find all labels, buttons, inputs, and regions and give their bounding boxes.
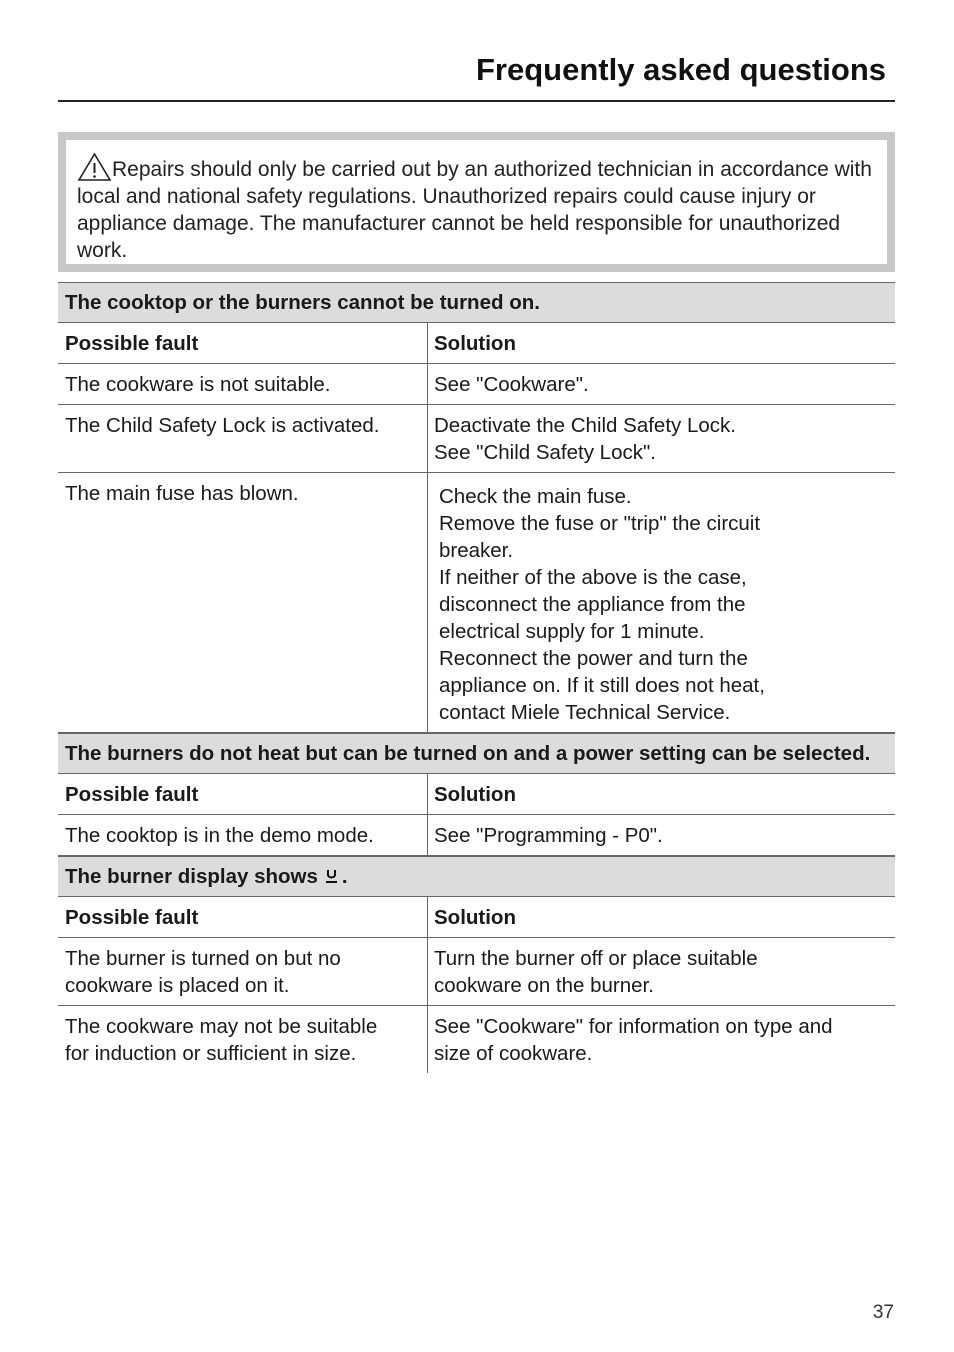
section-heading-text: The burner display shows [65, 865, 318, 888]
solution-line: breaker. [439, 539, 514, 562]
solution-line: contact Miele Technical Service. [439, 701, 731, 724]
solution-cell [428, 1006, 895, 1073]
solution-line: Turn the burner off or place suitable [434, 947, 758, 970]
table-row [58, 473, 895, 733]
faq-tables [58, 282, 895, 1073]
table-row [58, 1006, 895, 1073]
fault-cell: The cooktop is in the demo mode. [58, 815, 428, 855]
fault-column-header: Possible fault [58, 323, 428, 363]
solution-line: cookware on the burner. [434, 974, 654, 997]
table-row [58, 938, 895, 1006]
solution-line: Check the main fuse. [439, 485, 632, 508]
fault-cell: The cookware is not suitable. [58, 364, 428, 404]
fault-cell [58, 938, 428, 1005]
safety-warning-text: Repairs should only be carried out by an authorized technician in accordance with local and national safety regulations. Unauthorized repairs could cause injury or appliance damage. The manufacturer cannot be held responsible for unauthorized work. [77, 158, 872, 262]
section-heading [58, 856, 895, 897]
solution-line: See "Cookware" for information on type and [434, 1015, 833, 1038]
fault-cell: The Child Safety Lock is activated. [58, 405, 428, 472]
table-header-row [58, 323, 895, 364]
burner-display-symbol-icon [324, 864, 340, 880]
solution-cell [428, 938, 895, 1005]
safety-warning-content [66, 140, 887, 264]
fault-cell: The main fuse has blown. [58, 473, 428, 732]
solution-column-header: Solution [434, 332, 516, 355]
solution-column-header: Solution [434, 783, 516, 806]
solution-line: disconnect the appliance from the [439, 593, 746, 616]
solution-line: If neither of the above is the case, [439, 566, 747, 589]
safety-warning-box [58, 132, 895, 272]
solution-cell [428, 815, 895, 855]
fault-column-header: Possible fault [58, 897, 428, 937]
section-heading: The burners do not heat but can be turned on and a power setting can be selected. [58, 733, 895, 774]
table-header-row [58, 897, 895, 938]
solution-line: appliance on. If it still does not heat, [439, 674, 765, 697]
warning-triangle-icon [77, 152, 112, 182]
fault-line: cookware is placed on it. [65, 974, 290, 997]
section-heading: The cooktop or the burners cannot be turned on. [58, 282, 895, 323]
solution-line: See "Cookware". [434, 373, 589, 396]
solution-line: electrical supply for 1 minute. [439, 620, 705, 643]
table-header-row [58, 774, 895, 815]
solution-cell [428, 405, 895, 472]
solution-column-header: Solution [434, 906, 516, 929]
title-divider [58, 100, 895, 102]
solution-line: size of cookware. [434, 1042, 593, 1065]
solution-line: See "Programming - P0". [434, 824, 663, 847]
solution-cell [428, 364, 895, 404]
fault-line: The cookware may not be suitable [65, 1015, 378, 1038]
fault-line: for induction or sufficient in size. [65, 1042, 357, 1065]
solution-line: Deactivate the Child Safety Lock. [434, 414, 736, 437]
section-heading-suffix: . [341, 865, 348, 888]
solution-cell [428, 473, 895, 732]
fault-cell [58, 1006, 428, 1073]
page-number: 37 [872, 1302, 894, 1323]
fault-column-header: Possible fault [58, 774, 428, 814]
table-row [58, 364, 895, 405]
table-row [58, 815, 895, 856]
page-title: Frequently asked questions [476, 52, 886, 87]
table-row [58, 405, 895, 473]
fault-line: The burner is turned on but no [65, 947, 341, 970]
solution-line: See "Child Safety Lock". [434, 441, 656, 464]
solution-line: Reconnect the power and turn the [439, 647, 748, 670]
solution-line: Remove the fuse or "trip" the circuit [439, 512, 761, 535]
